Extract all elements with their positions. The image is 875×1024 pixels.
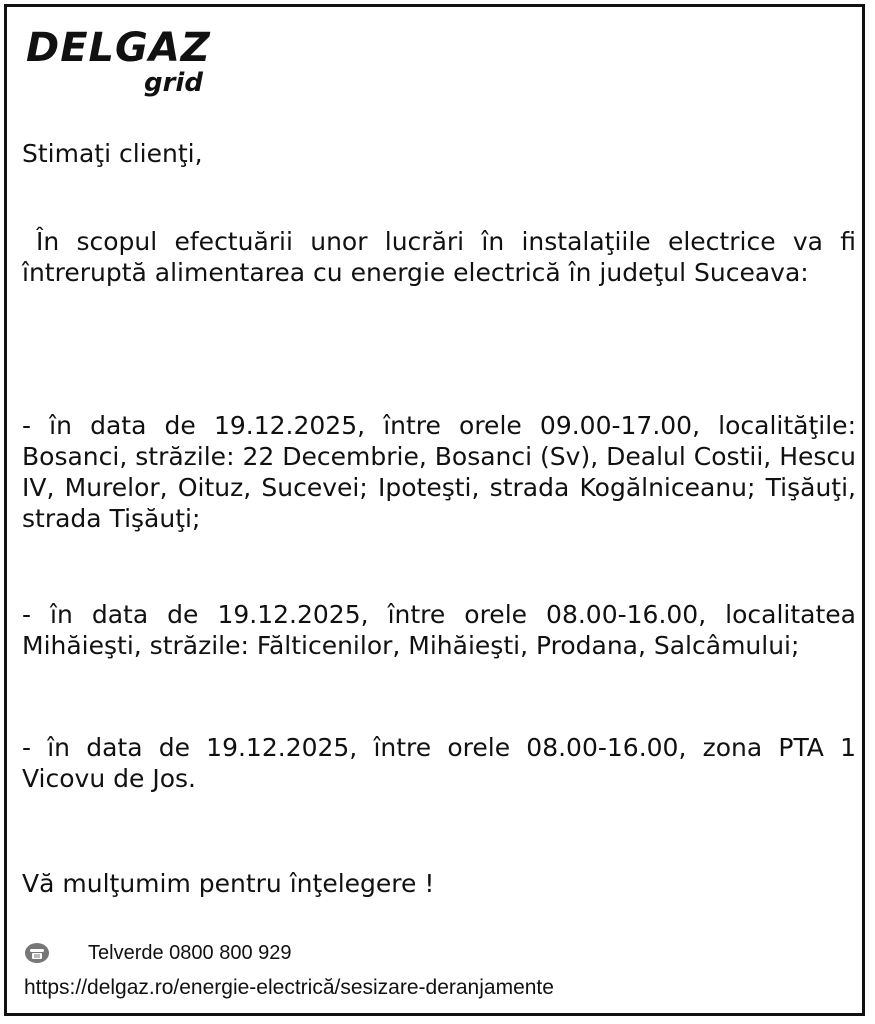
greeting: Stimaţi clienţi, xyxy=(22,139,203,168)
phone-icon xyxy=(24,942,50,964)
logo-sub-text: grid xyxy=(144,68,203,98)
report-url-link[interactable]: https://delgaz.ro/energie-electrică/sesizare-deranjamente xyxy=(24,976,554,999)
delgaz-grid-logo xyxy=(26,25,226,104)
outage-item-2: - în data de 19.12.2025, între orele 08.00-16.00, localitatea Mihăieşti, străzile: Fălticenilor, Mihăieşti, Prodana, Salcâmului; xyxy=(22,600,856,660)
outage-item-1: - în data de 19.12.2025, între orele 09.00-17.00, localităţile: Bosanci, străzile: 22 Decembrie, Bosanci (Sv), Dealul Costii, Hescu IV, Murelor, Oituz, Sucevei; Ipoteşti, strada Kogălniceanu; Tişăuţi, strada Tişăuţi; xyxy=(22,411,856,533)
phone-row xyxy=(24,940,292,966)
logo-main-text: DELGAZ xyxy=(26,25,211,71)
thanks-line: Vă mulţumim pentru înţelegere ! xyxy=(22,869,435,898)
intro-paragraph: În scopul efectuării unor lucrări în instalaţiile electrice va fi întreruptă alimentarea cu energie electrică în judeţul Suceava: xyxy=(22,227,856,287)
phone-number: Telverde 0800 800 929 xyxy=(88,941,292,964)
outage-item-3: - în data de 19.12.2025, între orele 08.00-16.00, zona PTA 1 Vicovu de Jos. xyxy=(22,733,856,793)
